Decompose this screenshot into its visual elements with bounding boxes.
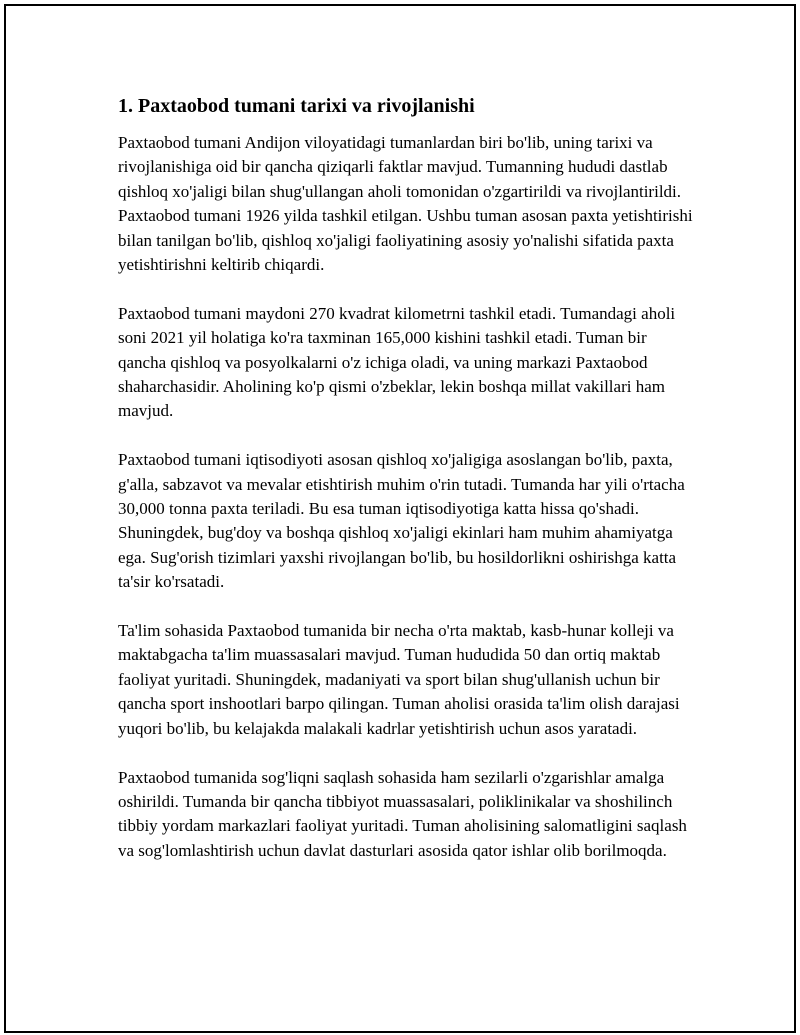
paragraph-area-population: Paxtaobod tumani maydoni 270 kvadrat kilometrni tashkil etadi. Tumandagi aholi soni 2021 yil holatiga ko'ra taxminan 165,000 kishini tashkil etadi. Tuman bir qancha qishloq va posyolkalarni o'z ichiga oladi, va uning markazi Paxtaobod shaharchasidir. Aholining ko'p qismi o'zbeklar, lekin boshqa millat vakillari ham mavjud. <box>118 303 676 421</box>
paragraph-healthcare: Paxtaobod tumanida sog'liqni saqlash sohasida ham sezilarli o'zgarishlar amalga oshirildi. Tumanda bir qancha tibbiyot muassasalari, poliklinikalar va shoshilinch tibbiy yordam markazlari faoliyat yuritadi. Tuman aholisining salomatligini saqlash va sog'lomlashtirish uchun davlat dasturlari asosida qator ishlar olib borilmoqda. <box>118 767 687 860</box>
section-heading: 1. Paxtaobod tumani tarixi va rivojlanishi <box>118 95 475 117</box>
paragraph-economy: Paxtaobod tumani iqtisodiyoti asosan qishloq xo'jaligiga asoslangan bo'lib, paxta, g'alla, sabzavot va mevalar etishtirish muhim o'rin tutadi. Tumanda har yili o'rtacha 30,000 tonna paxta teriladi. Bu esa tuman iqtisodiyotiga katta hissa qo'shadi. Shuningdek, bug'doy va boshqa qishloq xo'jaligi ekinlari ham muhim ahamiyatga ega. Sug'orish tizimlari yaxshi rivojlangan bo'lib, bu hosildorlikni oshirishga katta ta'sir ko'rsatadi. <box>118 450 685 592</box>
paragraph-education: Ta'lim sohasida Paxtaobod tumanida bir necha o'rta maktab, kasb-hunar kolleji va maktabgacha ta'lim muassasalari mavjud. Tuman hududida 50 dan ortiq maktab faoliyat yuritadi. Shuningdek, madaniyati va sport bilan shug'ullanish uchun bir qancha sport inshootlari barpo qilingan. Tuman aholisi orasida ta'lim olish darajasi yuqori bo'lib, bu kelajakda malakali kadrlar yetishtirish uchun asos yaratadi. <box>118 621 680 738</box>
paragraph-history: Paxtaobod tumani Andijon viloyatidagi tumanlardan biri bo'lib, uning tarixi va rivojlanishiga oid bir qancha qiziqarli faktlar mavjud. Tumanning hududi dastlab qishloq xo'jaligi bilan shug'ullangan aholi tomonidan o'zgartirildi va rivojlantirildi. Paxtaobod tumani 1926 yilda tashkil etilgan. Ushbu tuman asosan paxta yetishtirishi bilan tanilgan bo'lib, qishloq xo'jaligi faoliyatining asosiy yo'nalishi sifatida paxta yetishtirishni keltirib chiqardi. <box>118 133 693 275</box>
document-body <box>118 93 693 888</box>
